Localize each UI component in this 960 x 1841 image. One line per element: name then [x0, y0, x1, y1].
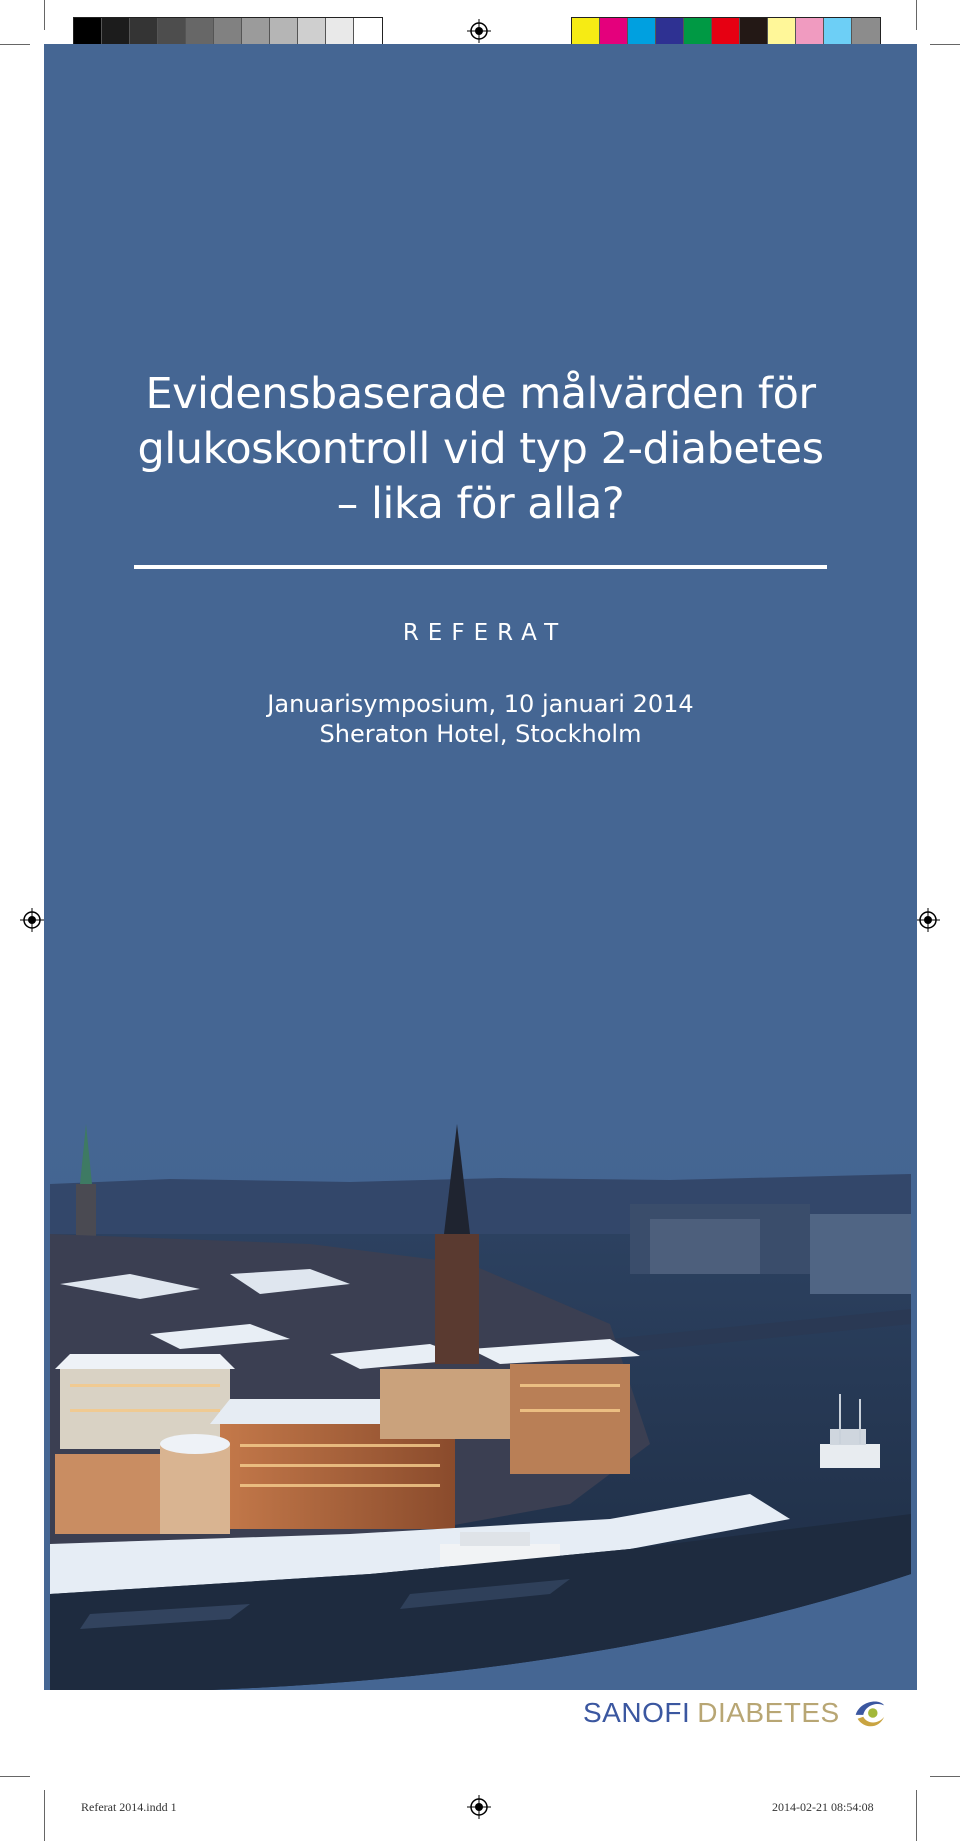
- crop-mark: [916, 1790, 917, 1841]
- logo-brand-text: SANOFI: [583, 1697, 691, 1728]
- sanofi-swirl-icon: [850, 1694, 888, 1732]
- title-line: – lika för alla?: [336, 479, 625, 529]
- crop-mark: [44, 0, 45, 30]
- stockholm-cityscape-photo: [50, 1124, 911, 1690]
- crop-mark: [0, 44, 30, 45]
- sanofi-diabetes-logo: [583, 1693, 888, 1733]
- control-swatch: [824, 18, 852, 46]
- cover-title: [44, 367, 917, 532]
- crop-mark: [0, 1776, 30, 1777]
- grayscale-control-bar: [73, 17, 383, 47]
- event-details: [44, 689, 917, 749]
- control-swatch: [214, 18, 242, 46]
- title-line: Evidensbaserade målvärden för: [145, 369, 816, 419]
- registration-mark-left: [20, 908, 44, 932]
- cover-panel: [44, 44, 917, 1690]
- control-swatch: [796, 18, 824, 46]
- control-swatch: [600, 18, 628, 46]
- control-swatch: [852, 18, 880, 46]
- crop-mark: [930, 1776, 960, 1777]
- control-swatch: [242, 18, 270, 46]
- registration-mark-right: [916, 908, 940, 932]
- control-swatch: [298, 18, 326, 46]
- control-swatch: [572, 18, 600, 46]
- control-swatch: [354, 18, 382, 46]
- document-label: REFERAT: [402, 620, 568, 646]
- control-swatch: [768, 18, 796, 46]
- registration-mark-top: [467, 19, 491, 43]
- event-venue: Sheraton Hotel, Stockholm: [319, 720, 642, 748]
- crop-mark: [916, 0, 917, 30]
- control-swatch: [158, 18, 186, 46]
- control-swatch: [656, 18, 684, 46]
- event-date: Januarisymposium, 10 januari 2014: [267, 690, 694, 718]
- control-swatch: [102, 18, 130, 46]
- crop-mark: [930, 44, 960, 45]
- control-swatch: [628, 18, 656, 46]
- slug-filename: Referat 2014.indd 1: [81, 1800, 177, 1814]
- logo-division-text: DIABETES: [697, 1697, 840, 1728]
- control-swatch: [684, 18, 712, 46]
- control-swatch: [186, 18, 214, 46]
- slug-timestamp: 2014-02-21 08:54:08: [772, 1800, 874, 1814]
- control-swatch: [740, 18, 768, 46]
- control-swatch: [270, 18, 298, 46]
- title-line: glukoskontroll vid typ 2-diabetes: [137, 424, 824, 474]
- title-divider: [134, 565, 827, 569]
- registration-mark-bottom: [467, 1795, 491, 1819]
- control-swatch: [326, 18, 354, 46]
- control-swatch: [712, 18, 740, 46]
- crop-mark: [44, 1790, 45, 1841]
- color-control-bar: [571, 17, 881, 47]
- control-swatch: [74, 18, 102, 46]
- control-swatch: [130, 18, 158, 46]
